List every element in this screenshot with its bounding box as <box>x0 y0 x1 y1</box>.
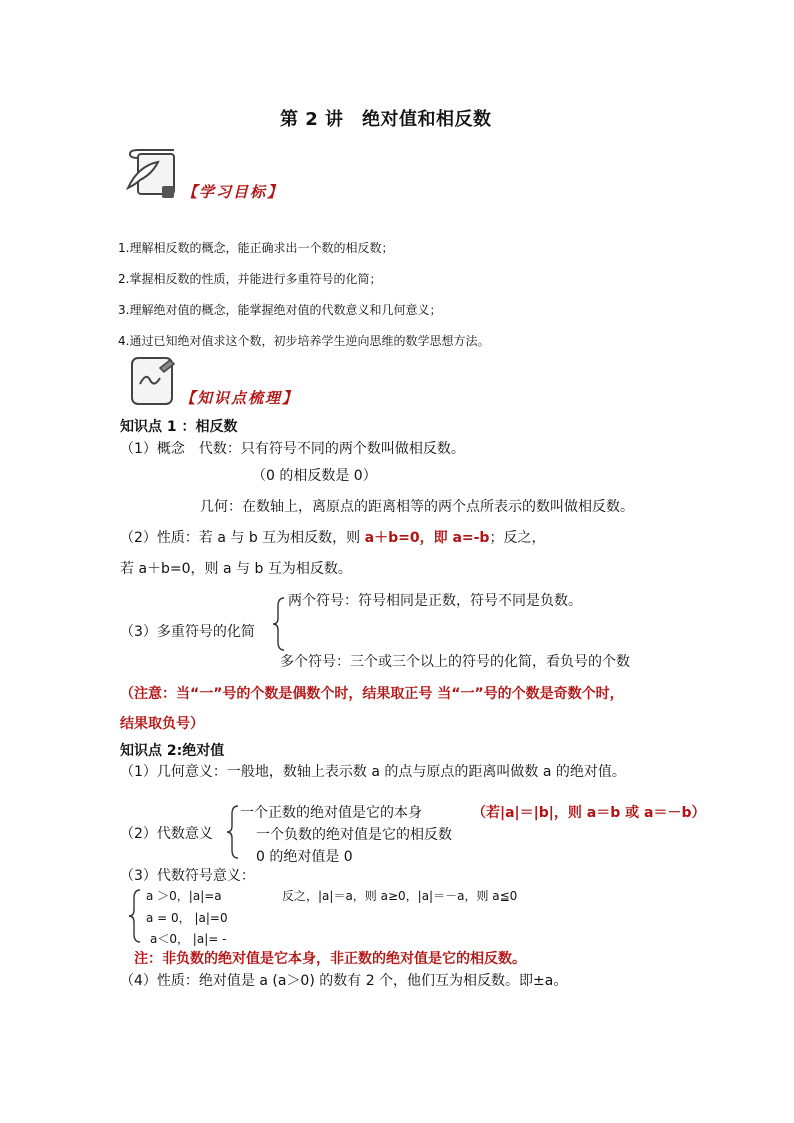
kp2-algebra-label: （2）代数意义 <box>120 826 213 842</box>
objective-item: 3.理解绝对值的概念，能掌握绝对值的代数意义和几何意义； <box>118 303 442 317</box>
kp1-property-formula: a＋b=0，即 a=-b <box>364 530 490 546</box>
kp1-property-prefix: （2）性质：若 a 与 b 互为相反数，则 <box>120 530 365 546</box>
kp1-property <box>120 527 545 547</box>
kp1-note-line1: （注意：当“一”号的个数是偶数个时，结果取正号 当“一”号的个数是奇数个时， <box>120 686 624 702</box>
kp1-geometry: 几何：在数轴上，离原点的距离相等的两个点所表示的数叫做相反数。 <box>200 499 634 515</box>
kp2-algebra-neg: 一个负数的绝对值是它的相反数 <box>256 827 452 843</box>
kp1-note-line2: 结果取负号） <box>120 716 204 732</box>
kp1-many-signs: 多个符号：三个或三个以上的符号的化简，看负号的个数 <box>280 654 630 670</box>
scroll-quill-icon <box>124 148 184 204</box>
kp2-heading: 知识点 2:绝对值 <box>120 743 225 759</box>
knowledge-heading: 【知识点梳理】 <box>180 389 300 407</box>
kp2-case-positive: a ＞0，|a|=a <box>146 889 222 903</box>
curly-brace <box>128 888 142 944</box>
kp1-property-suffix: ；反之， <box>489 530 546 546</box>
kp2-case-zero: a = 0， |a|=0 <box>146 911 228 925</box>
kp2-algebra-pos-note: （若|a|＝|b|，则 a＝b 或 a＝－b） <box>472 805 706 821</box>
kp1-property-converse: 若 a＋b=0，则 a 与 b 互为相反数。 <box>120 561 352 577</box>
objectives-heading: 【学习目标】 <box>182 183 285 201</box>
kp2-algebra-zero: 0 的绝对值是 0 <box>256 849 353 865</box>
kp1-multi-label: （3）多重符号的化简 <box>120 624 255 640</box>
page-title: 第 2 讲 绝对值和相反数 <box>280 109 492 130</box>
kp2-property: （4）性质：绝对值是 a (a＞0) 的数有 2 个，他们互为相反数。即±a。 <box>120 973 568 989</box>
kp2-algebra-pos: 一个正数的绝对值是它的本身 <box>240 805 422 821</box>
notepad-pencil-icon <box>126 354 178 410</box>
kp1-heading: 知识点 1 ：相反数 <box>120 419 238 435</box>
objective-item: 1.理解相反数的概念，能正确求出一个数的相反数； <box>118 241 394 255</box>
kp1-concept: （1）概念 代数：只有符号不同的两个数叫做相反数。 <box>120 441 465 457</box>
kp2-converse: 反之，|a|＝a，则 a≥0，|a|＝－a，则 a≦0 <box>282 889 518 903</box>
kp1-two-signs: 两个符号：符号相同是正数，符号不同是负数。 <box>288 593 582 609</box>
curly-brace <box>272 596 286 652</box>
kp2-note: 注：非负数的绝对值是它本身，非正数的绝对值是它的相反数。 <box>134 951 526 967</box>
kp1-zero-note: （0 的相反数是 0） <box>252 468 377 484</box>
kp2-geometry: （1）几何意义：一般地，数轴上表示数 a 的点与原点的距离叫做数 a 的绝对值。 <box>120 764 626 780</box>
kp2-symbol-label: （3）代数符号意义： <box>120 868 255 884</box>
kp2-case-negative: a＜0， |a|= - <box>150 932 227 946</box>
objective-item: 4.通过已知绝对值求这个数，初步培养学生逆向思维的数学思想方法。 <box>118 334 490 348</box>
curly-brace <box>226 804 240 860</box>
objective-item: 2.掌握相反数的性质，并能进行多重符号的化简； <box>118 272 382 286</box>
